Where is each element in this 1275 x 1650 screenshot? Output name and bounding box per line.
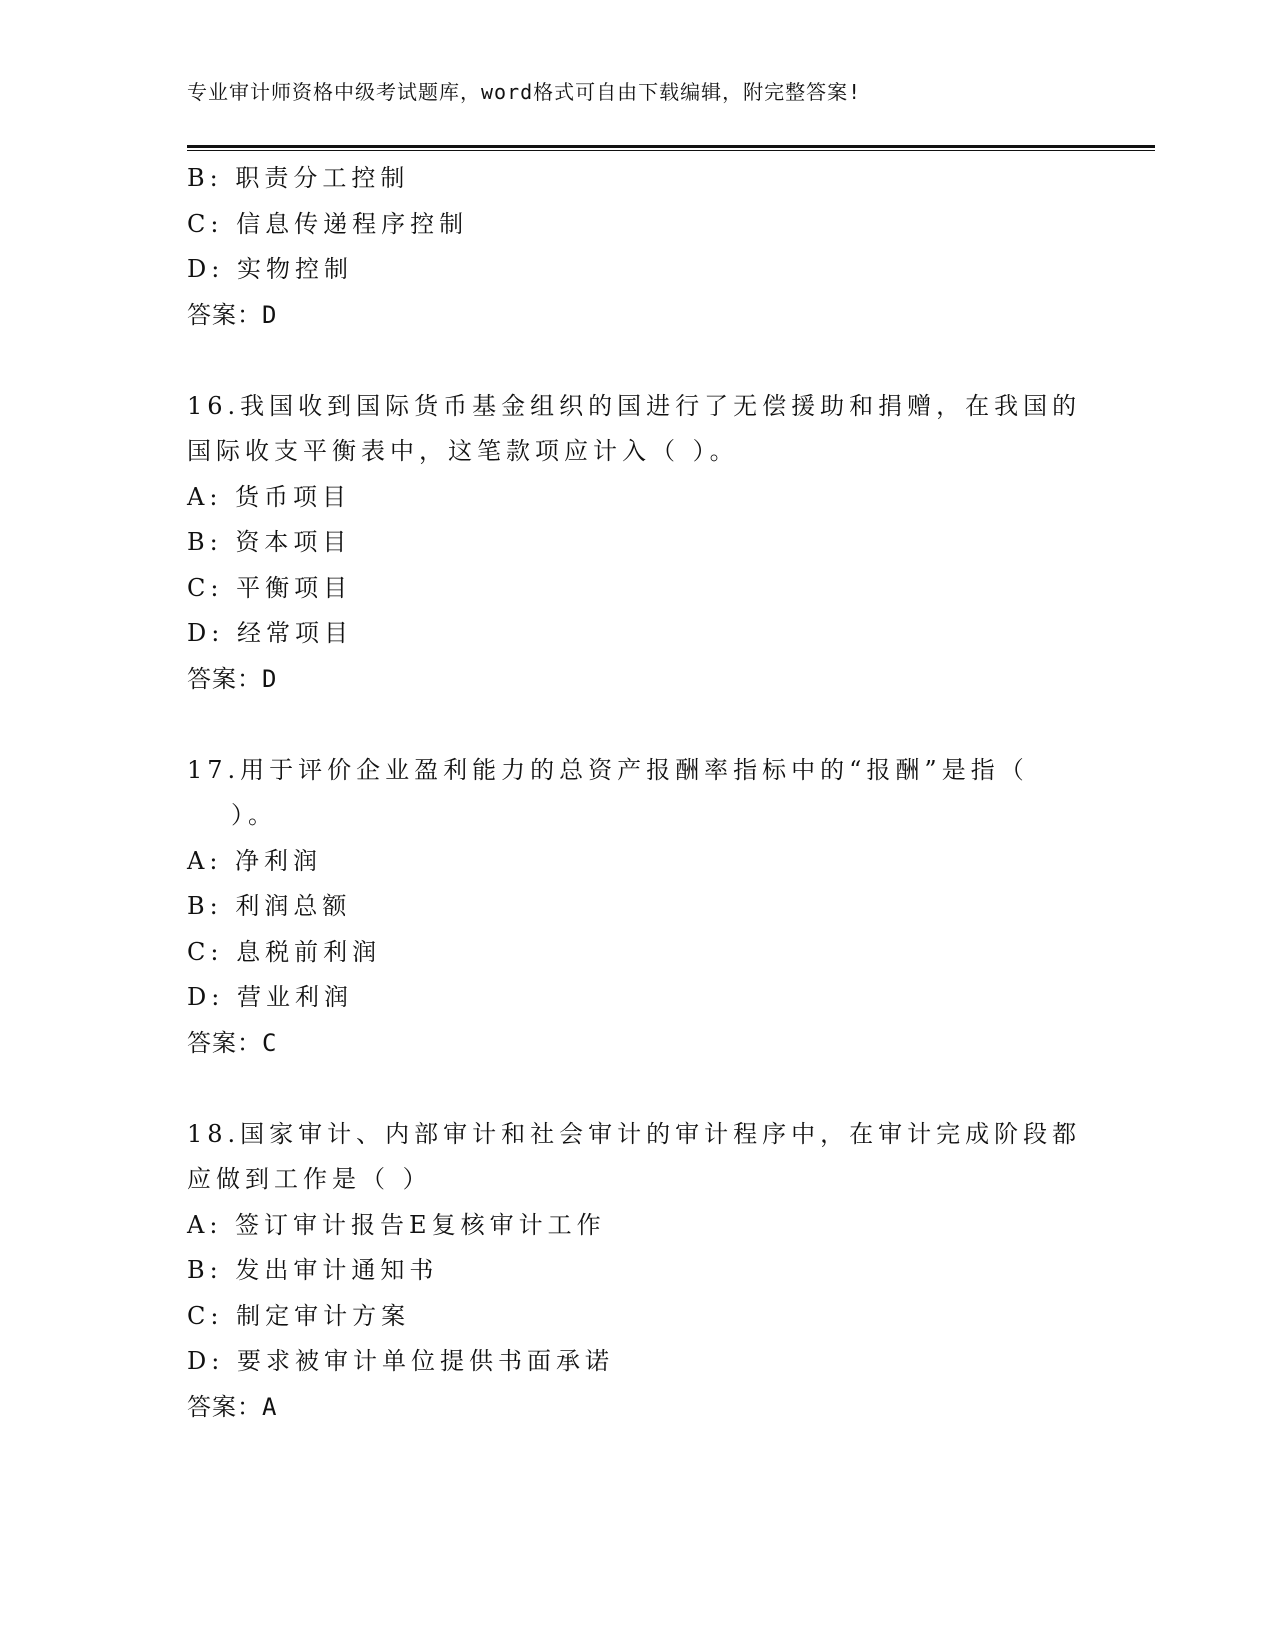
spacer bbox=[187, 1066, 1087, 1112]
spacer bbox=[187, 702, 1087, 748]
option-b: B: 职责分工控制 bbox=[187, 164, 410, 192]
option-b: B: 资本项目 bbox=[187, 528, 352, 556]
option-d: D: 实物控制 bbox=[187, 255, 353, 283]
option-d: D: 要求被审计单位提供书面承诺 bbox=[187, 1347, 614, 1375]
answer-line: 答案：D bbox=[187, 664, 278, 693]
spacer bbox=[187, 338, 1087, 384]
header-rule-thin bbox=[187, 150, 1155, 151]
question-stem-line-2: ）。 bbox=[231, 801, 277, 829]
document-body bbox=[187, 156, 1087, 1430]
question-block-17 bbox=[187, 748, 1087, 1067]
option-a: A: 货币项目 bbox=[187, 482, 352, 511]
question-stem-line-2: 国际收支平衡表中，这笔款项应计入（ ）。 bbox=[187, 437, 739, 465]
option-b: B: 利润总额 bbox=[187, 892, 352, 920]
question-stem-line-1: 16.我国收到国际货币基金组织的国进行了无偿援助和捐赠，在我国的 bbox=[187, 391, 1082, 420]
header-text: 专业审计师资格中级考试题库，word格式可自由下载编辑，附完整答案! bbox=[187, 80, 862, 104]
option-c: C: 息税前利润 bbox=[187, 937, 382, 966]
option-d: D: 经常项目 bbox=[187, 619, 353, 647]
answer-line: 答案：D bbox=[187, 300, 278, 329]
answer-line: 答案：A bbox=[187, 1392, 278, 1421]
option-b: B: 发出审计通知书 bbox=[187, 1256, 439, 1284]
question-block-18 bbox=[187, 1112, 1087, 1431]
option-c: C: 平衡项目 bbox=[187, 573, 353, 602]
option-d: D: 营业利润 bbox=[187, 983, 353, 1011]
question-block-15 bbox=[187, 156, 1087, 338]
question-stem-line-2: 应做到工作是（ ） bbox=[187, 1165, 432, 1193]
header-rule-thick bbox=[187, 145, 1155, 148]
option-c: C: 制定审计方案 bbox=[187, 1301, 411, 1330]
answer-line: 答案：C bbox=[187, 1028, 278, 1057]
question-stem-line-1: 17.用于评价企业盈利能力的总资产报酬率指标中的“报酬”是指（ bbox=[187, 755, 1029, 784]
option-a: A: 净利润 bbox=[187, 846, 323, 875]
option-c: C: 信息传递程序控制 bbox=[187, 209, 469, 238]
option-a: A: 签订审计报告E复核审计工作 bbox=[187, 1210, 606, 1239]
question-block-16 bbox=[187, 384, 1087, 703]
question-stem-line-1: 18.国家审计、内部审计和社会审计的审计程序中，在审计完成阶段都 bbox=[187, 1119, 1082, 1148]
